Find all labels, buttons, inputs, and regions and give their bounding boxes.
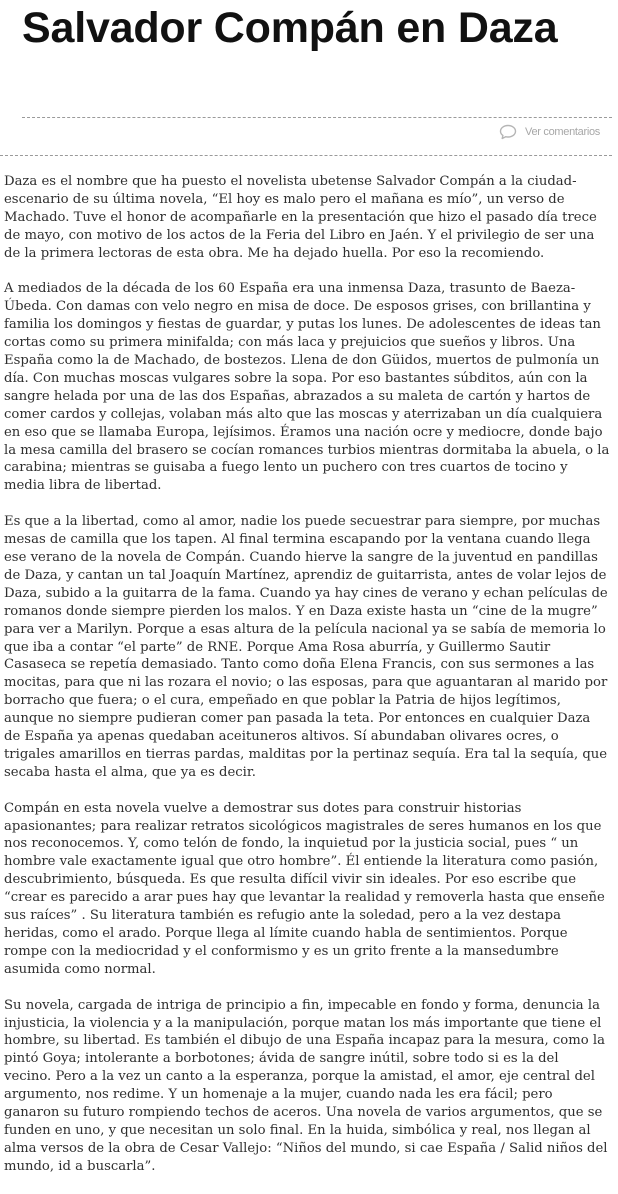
article-paragraph: Daza es el nombre que ha puesto el novelista ubetense Salvador Compán a la ciudad-escenario de su última novela, “El hoy es malo pero el mañana es mío”, un verso de Machado. Tuve el honor de acompañarle en la presentación que hizo el pasado día trece de mayo, con motivo de los actos de la Feria del Libro en Jaén. Y el privilegio de ser una de la primera lectoras de esta obra. Me ha dejado huella. Por eso la recomiendo.	[4, 174, 597, 261]
view-comments-label: Ver comentarios	[525, 126, 600, 138]
header-divider	[0, 155, 612, 156]
article-header	[0, 0, 618, 160]
article-paragraph: A mediados de la década de los 60 España era una inmensa Daza, trasunto de Baeza-Úbeda. Con damas con velo negro en misa de doce. De esposos grises, con brillantina y familia los domingos y fiestas de guardar, y putas los lunes. De adolescentes de ideas tan cortas como su primera minifalda; con más laca y prejuicios que sueños y libros. Una España como la de Machado, de bostezos. Llena de don Güidos, muertos de pulmonía un día. Con muchas moscas vulgares sobre la sopa. Por eso bastantes súbditos, aún con la sangre helada por una de las dos Españas, abrazados a su maleta de cartón y hartos de comer cardos y collejas, volaban más alto que las moscas y aterrizaban un día cualquiera en eso que se llamaba Europa, lejísimos. Éramos una nación ocre y mediocre, donde bajo la mesa camilla del brasero se cocían romances turbios mientras dormitaba la abuela, o la carabina; mientras se guisaba a fuego lento un puchero con tres cuartos de tocino y media libra de libertad.	[4, 281, 610, 494]
article-paragraph: Su novela, cargada de intriga de principio a fin, impecable en fondo y forma, denuncia la injusticia, la violencia y a la manipulación, porque matan los más importante que tiene el hombre, su libertad. Es también el dibujo de una España incapaz para la mesura, como la pintó Goya; intolerante a borbotones; ávida de sangre inútil, sobre todo si es la del vecino. Pero a la vez un canto a la esperanza, porque la amistad, el amor, eje central del argumento, nos redime. Y un homenaje a la mujer, cuando nada les era fácil; pero ganaron su futuro rompiendo techos de aceros. Una novela de varios argumentos, que se funden en uno, y que necesitan un solo final. En la huida, simbólica y real, nos llegan al alma versos de la obra de Cesar Vallejo: “Niños del mundo, si cae España / Salid niños del mundo, id a buscarla”.	[4, 997, 608, 1174]
view-comments-link[interactable]	[499, 124, 600, 140]
article-title: Salvador Compán en Daza	[22, 4, 558, 52]
speech-bubble-icon	[499, 124, 517, 140]
article-body	[4, 173, 610, 1194]
title-divider	[22, 117, 612, 118]
article-paragraph: Es que a la libertad, como al amor, nadie los puede secuestrar para siempre, por muchas mesas de camilla que los tapen. Al final termina escapando por la ventana cuando llega ese verano de la novela de Compán. Cuando hierve la sangre de la juventud en pandillas de Daza, y cantan un tal Joaquín Martínez, aprendiz de guitarrista, antes de volar lejos de Daza, subido a la guitarra de la fama. Cuando ya hay cines de verano y echan películas de romanos donde siempre pierden los malos. Y en Daza existe hasta un “cine de la mugre” para ver a Marilyn. Porque a esas altura de la película nacional ya se sabía de memoria lo que iba a contar “el parte” de RNE. Porque Ama Rosa aburría, y Guillermo Sautir Casaseca se repetía demasiado. Tanto como doña Elena Francis, con sus sermones a las mocitas, para que ni las rozara el novio; o las esposas, para que aguantaran al marido por borracho que fuera; o el cura, empeñado en que poblar la Patria de hijos legítimos, aunque no siempre pudieran comer pan pasada la teta. Por entonces en cualquier Daza de España ya apenas quedaban aceituneros altivos. Sí abundaban olivares ocres, o trigales amarillos en tierras pardas, malditas por la pertinaz sequía. Era tal la sequía, que secaba hasta el alma, que ya es decir.	[4, 514, 608, 780]
article-paragraph: Compán en esta novela vuelve a demostrar sus dotes para construir historias apasionantes; para realizar retratos sicológicos magistrales de seres humanos en los que nos reconocemos. Y, como telón de fondo, la inquietud por la justicia social, pues “ un hombre vale exactamente igual que otro hombre”. Él entiende la literatura como pasión, descubrimiento, búsqueda. Es que resulta difícil vivir sin ideales. Por eso escribe que “crear es parecido a arar pues hay que levantar la realidad y removerla hasta que enseñe sus raíces” . Su literatura también es refugio ante la soledad, pero a la vez destapa heridas, como el arado. Porque llega al límite cuando habla de sentimientos. Porque rompe con la mediocridad y el conformismo y es un grito frente a la mansedumbre asumida como normal.	[4, 800, 605, 977]
